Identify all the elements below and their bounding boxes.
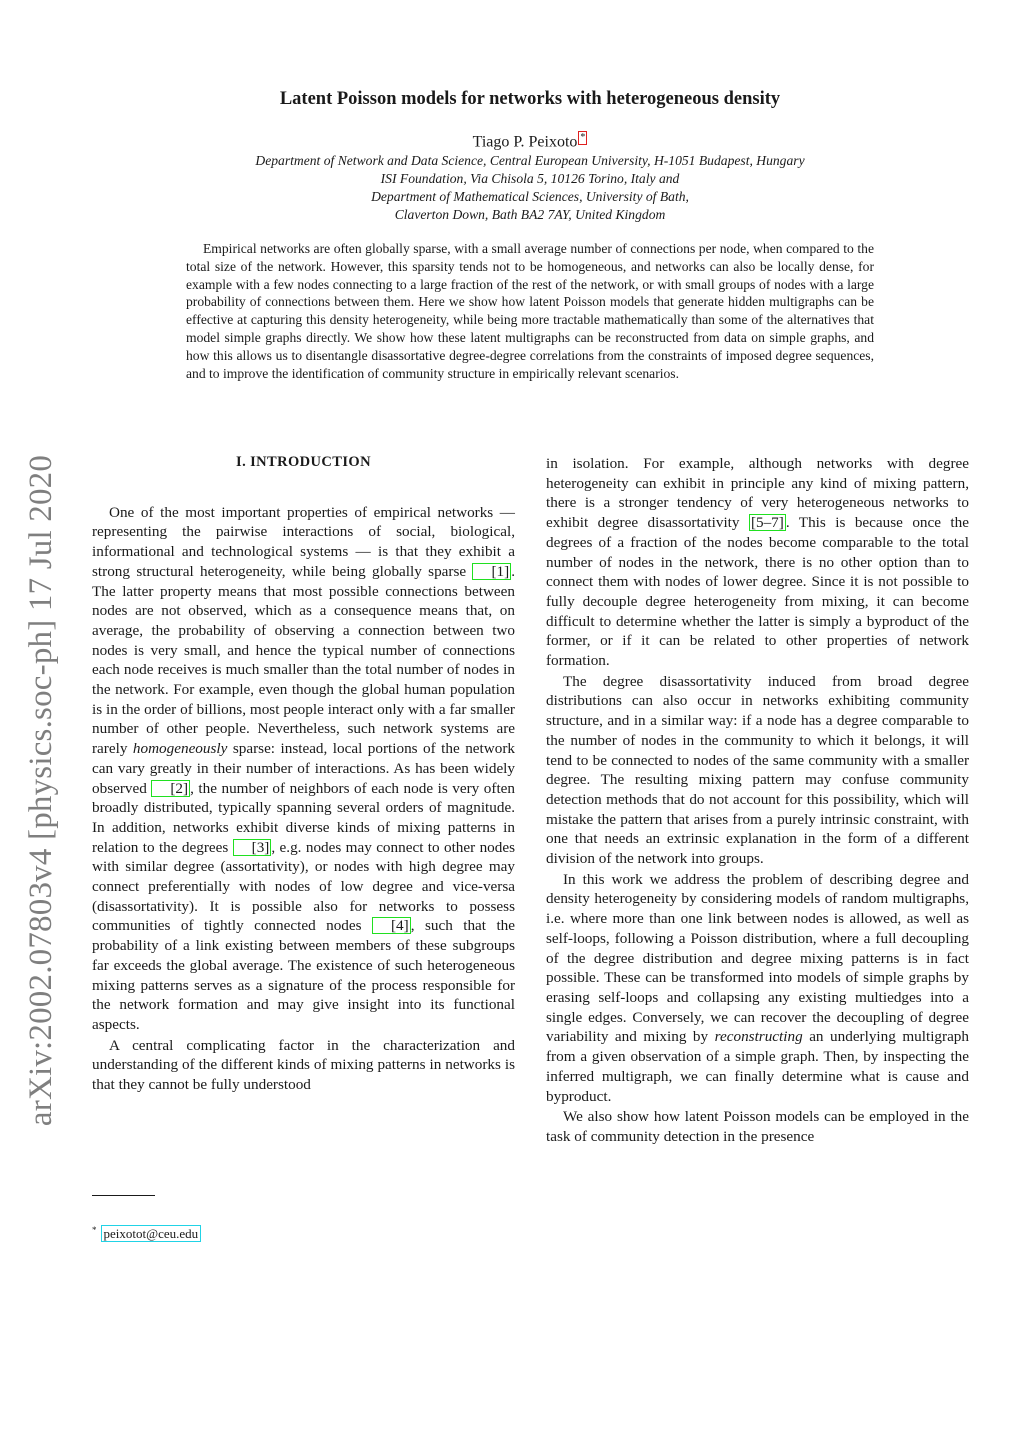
- paper-title: Latent Poisson models for networks with heterogeneous density: [279, 89, 781, 109]
- arxiv-identifier: arXiv:2002.07803v4 [physics.soc-ph] 17 Jul 2020: [23, 454, 60, 1126]
- citation-link[interactable]: [4]: [372, 917, 411, 934]
- author-line: [90, 131, 970, 151]
- affiliation-line: Department of Mathematical Sciences, University of Bath,: [371, 189, 689, 204]
- emphasis: homogeneously: [132, 740, 228, 758]
- citation-link[interactable]: [3]: [233, 839, 272, 856]
- text-run: One of the most important properties of empirical networks — representing the pairwise interactions of social, biological, informational and technological systems — is that they exhibit a strong structural heterogeneity, while being globally sparse: [92, 503, 515, 580]
- left-column: [92, 453, 515, 1095]
- footnote: [92, 1225, 201, 1242]
- text-run: , such that the probability of a link existing between members of these subgroups far exceeds the global average. The existence of such heterogeneous mixing patterns serves as a signature of the process responsible for the network formation and may give insight into its functional aspects.: [92, 917, 515, 1033]
- right-column: [546, 454, 969, 1147]
- text-run: sparse: instead, local portions of the network can vary greatly in their number of interactions. As has been widely observed: [92, 740, 515, 797]
- email-link[interactable]: peixotot@ceu.edu: [101, 1225, 202, 1242]
- text-run: . The latter property means that most possible connections between nodes are not observed, which as a consequence means that, on average, the probability of observing a connection between two nodes is very small, and hence the typical number of connections each node receives is much smaller than the total number of nodes in the network. For example, even though the global human population is in the order of billions, most people interact only with a far smaller number of other people. Nevertheless, such network systems are rarely: [92, 562, 515, 758]
- citation-link[interactable]: [2]: [151, 780, 190, 797]
- text-run: . This is because once the degrees of a fraction of the nodes become comparable to the total number of nodes in the network, there is no other option than to connect them with nodes of lower degree. Since it is not possible to fully decouple degree heterogeneity from mixing, it can become difficult to determine whether the latter is simply a byproduct of the former, or if it can be related to other properties of network formation.: [546, 514, 969, 670]
- paragraph: [546, 870, 969, 1106]
- citation-link[interactable]: [1]: [472, 563, 511, 580]
- section-heading: I. INTRODUCTION: [236, 454, 371, 470]
- text-run: , the number of neighbors of each node is very often broadly distributed, typically spanning several orders of magnitude. In addition, networks exhibit diverse kinds of mixing patterns in relation to the degrees: [92, 779, 515, 856]
- affiliation-line: ISI Foundation, Via Chisola 5, 10126 Torino, Italy and: [380, 171, 680, 186]
- text-run: In this work we address the problem of describing degree and density heterogeneity by considering models of random multigraphs, i.e. where more than one link between nodes is allowed, as well as self-loops, following a Poisson distribution, where a full decoupling of the degree distribution and degree mixing patterns is in fact possible. These can be transformed into models of simple graphs by erasing self-loops and collapsing any existing multiedges into a single edges. Conversely, we can recover the decoupling of degree variability and mixing by: [546, 870, 969, 1046]
- footnote-mark: *: [92, 1225, 97, 1235]
- text-run: an underlying multigraph from a given observation of a simple graph. Then, by inspecting the inferred multigraph, we can finally determine what is cause and byproduct.: [546, 1028, 969, 1105]
- paragraph: A central complicating factor in the characterization and understanding of the different kinds of mixing patterns in networks is that they cannot be fully understood: [92, 1036, 515, 1094]
- author-footnote-link[interactable]: *: [580, 132, 586, 143]
- abstract: [186, 240, 874, 382]
- affiliation-line: Department of Network and Data Science, Central European University, H-1051 Budapest, Hungary: [255, 153, 805, 168]
- paragraph: [92, 503, 515, 1035]
- footnote-rule: [92, 1195, 155, 1196]
- paragraph: We also show how latent Poisson models can be employed in the task of community detection in the presence: [546, 1108, 969, 1145]
- emphasis: reconstructing: [714, 1028, 803, 1046]
- paragraph: The degree disassortativity induced from broad degree distributions can also occur in networks exhibiting community structure, and in a similar way: if a node has a degree comparable to the number of nodes in the community to which it belongs, it will tend to be connected to nodes of the same community with a smaller degree. The resulting mixing pattern may confuse community detection methods that do not account for this possibility, which will mistake the pattern that arises from a purely intrinsic constraint, with one that needs an extrinsic explanation in the form of a different division of the network into groups.: [546, 672, 969, 868]
- author-name: Tiago P. Peixoto: [472, 133, 578, 151]
- arxiv-sidebar: [20, 420, 64, 1160]
- affiliation-line: Claverton Down, Bath BA2 7AY, United Kingdom: [394, 207, 666, 222]
- paragraph: [546, 454, 969, 671]
- affiliations: [100, 152, 960, 224]
- text-run: , e.g. nodes may connect to other nodes with similar degree (assortativity), or nodes with high degree may connect preferentially with nodes of low degree and vice-versa (disassortativity). It is possible also for networks to possess communities of tightly connected nodes: [92, 838, 516, 935]
- text-run: in isolation. For example, although networks with degree heterogeneity can exhibit in principle any kind of mixing pattern, there is a stronger tendency of very heterogeneous networks to exhibit degree disassortativity: [546, 455, 969, 532]
- citation-link[interactable]: [5–7]: [750, 514, 784, 532]
- abstract-text: Empirical networks are often globally sparse, with a small average number of connections per node, when compared to the total size of the network. However, this sparsity tends not to be homogeneous, and networks can also be locally dense, for example with a few nodes connecting to a large fraction of the rest of the network, or with small groups of nodes with a large probability of connections between them. Here we show how latent Poisson models that generate hidden multigraphs can be effective at capturing this density heterogeneity, while being more tractable mathematically than some of the alternatives that model simple graphs directly. We show how these latent multigraphs can be reconstructed from data on simple graphs, and how this allows us to disentangle disassortative degree-degree correlations from the constraints of imposed degree sequences, and to improve the identification of community structure in empirically relevant scenarios.: [186, 241, 874, 381]
